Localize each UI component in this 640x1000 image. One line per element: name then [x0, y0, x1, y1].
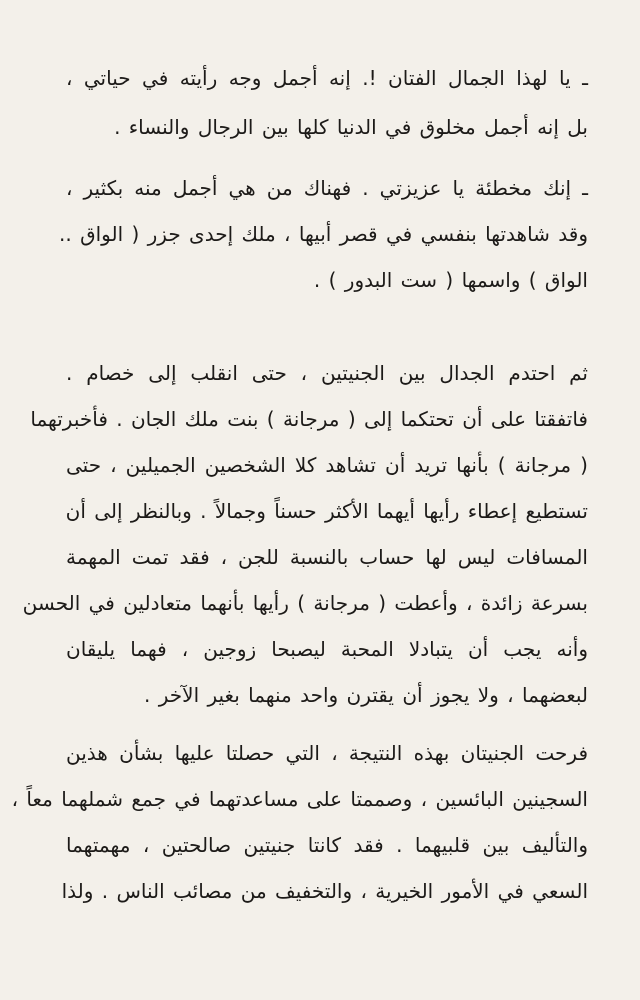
text-line: السجينين البائسين ، وصممتا على مساعدتهما في جمع شملهما معاً ، [11, 787, 588, 811]
text-line: والتأليف بين قلبيهما . فقد كانتا جنيتين صالحتين ، مهمتهما [66, 833, 588, 857]
text-line: ( مرجانة ) بأنها تريد أن تشاهد كلا الشخصين الجميلين ، حتى [66, 453, 588, 477]
text-line: ـ إنك مخطئة يا عزيزتي . فهناك من هي أجمل منه بكثير ، [66, 176, 588, 200]
text-line: وأنه يجب أن يتبادلا المحبة ليصبحا زوجين ، فهما يليقان [66, 637, 588, 661]
text-line: ـ يا لهذا الجمال الفتان !. إنه أجمل وجه رأيته في حياتي ، [66, 66, 588, 90]
text-line: لبعضهما ، ولا يجوز أن يقترن واحد منهما بغير الآخر . [144, 683, 588, 707]
text-line: فرحت الجنيتان بهذه النتيجة ، التي حصلتا عليها بشأن هذين [66, 741, 588, 765]
text-line: السعي في الأمور الخيرية ، والتخفيف من مصائب الناس . ولذا [61, 879, 588, 903]
text-line: وقد شاهدتها بنفسي في قصر أبيها ، ملك إحدى جزر ( الواق .. [59, 222, 588, 246]
text-line: تستطيع إعطاء رأيها أيهما الأكثر حسناً وجمالاً . وبالنظر إلى أن [65, 499, 588, 523]
text-line: المسافات ليس لها حساب بالنسبة للجن ، فقد تمت المهمة [66, 545, 588, 569]
text-line: بل إنه أجمل مخلوق في الدنيا كلها بين الرجال والنساء . [114, 115, 588, 139]
text-line: فاتفقتا على أن تحتكما إلى ( مرجانة ) بنت ملك الجان . فأخبرتهما [30, 407, 588, 431]
text-line: الواق ) واسمها ( ست البدور ) . [313, 268, 588, 292]
text-line: بسرعة زائدة ، وأعطت ( مرجانة ) رأيها بأنهما متعادلين في الحسن [22, 591, 588, 615]
text-line: ثم احتدم الجدال بين الجنيتين ، حتى انقلب إلى خصام . [66, 361, 588, 385]
